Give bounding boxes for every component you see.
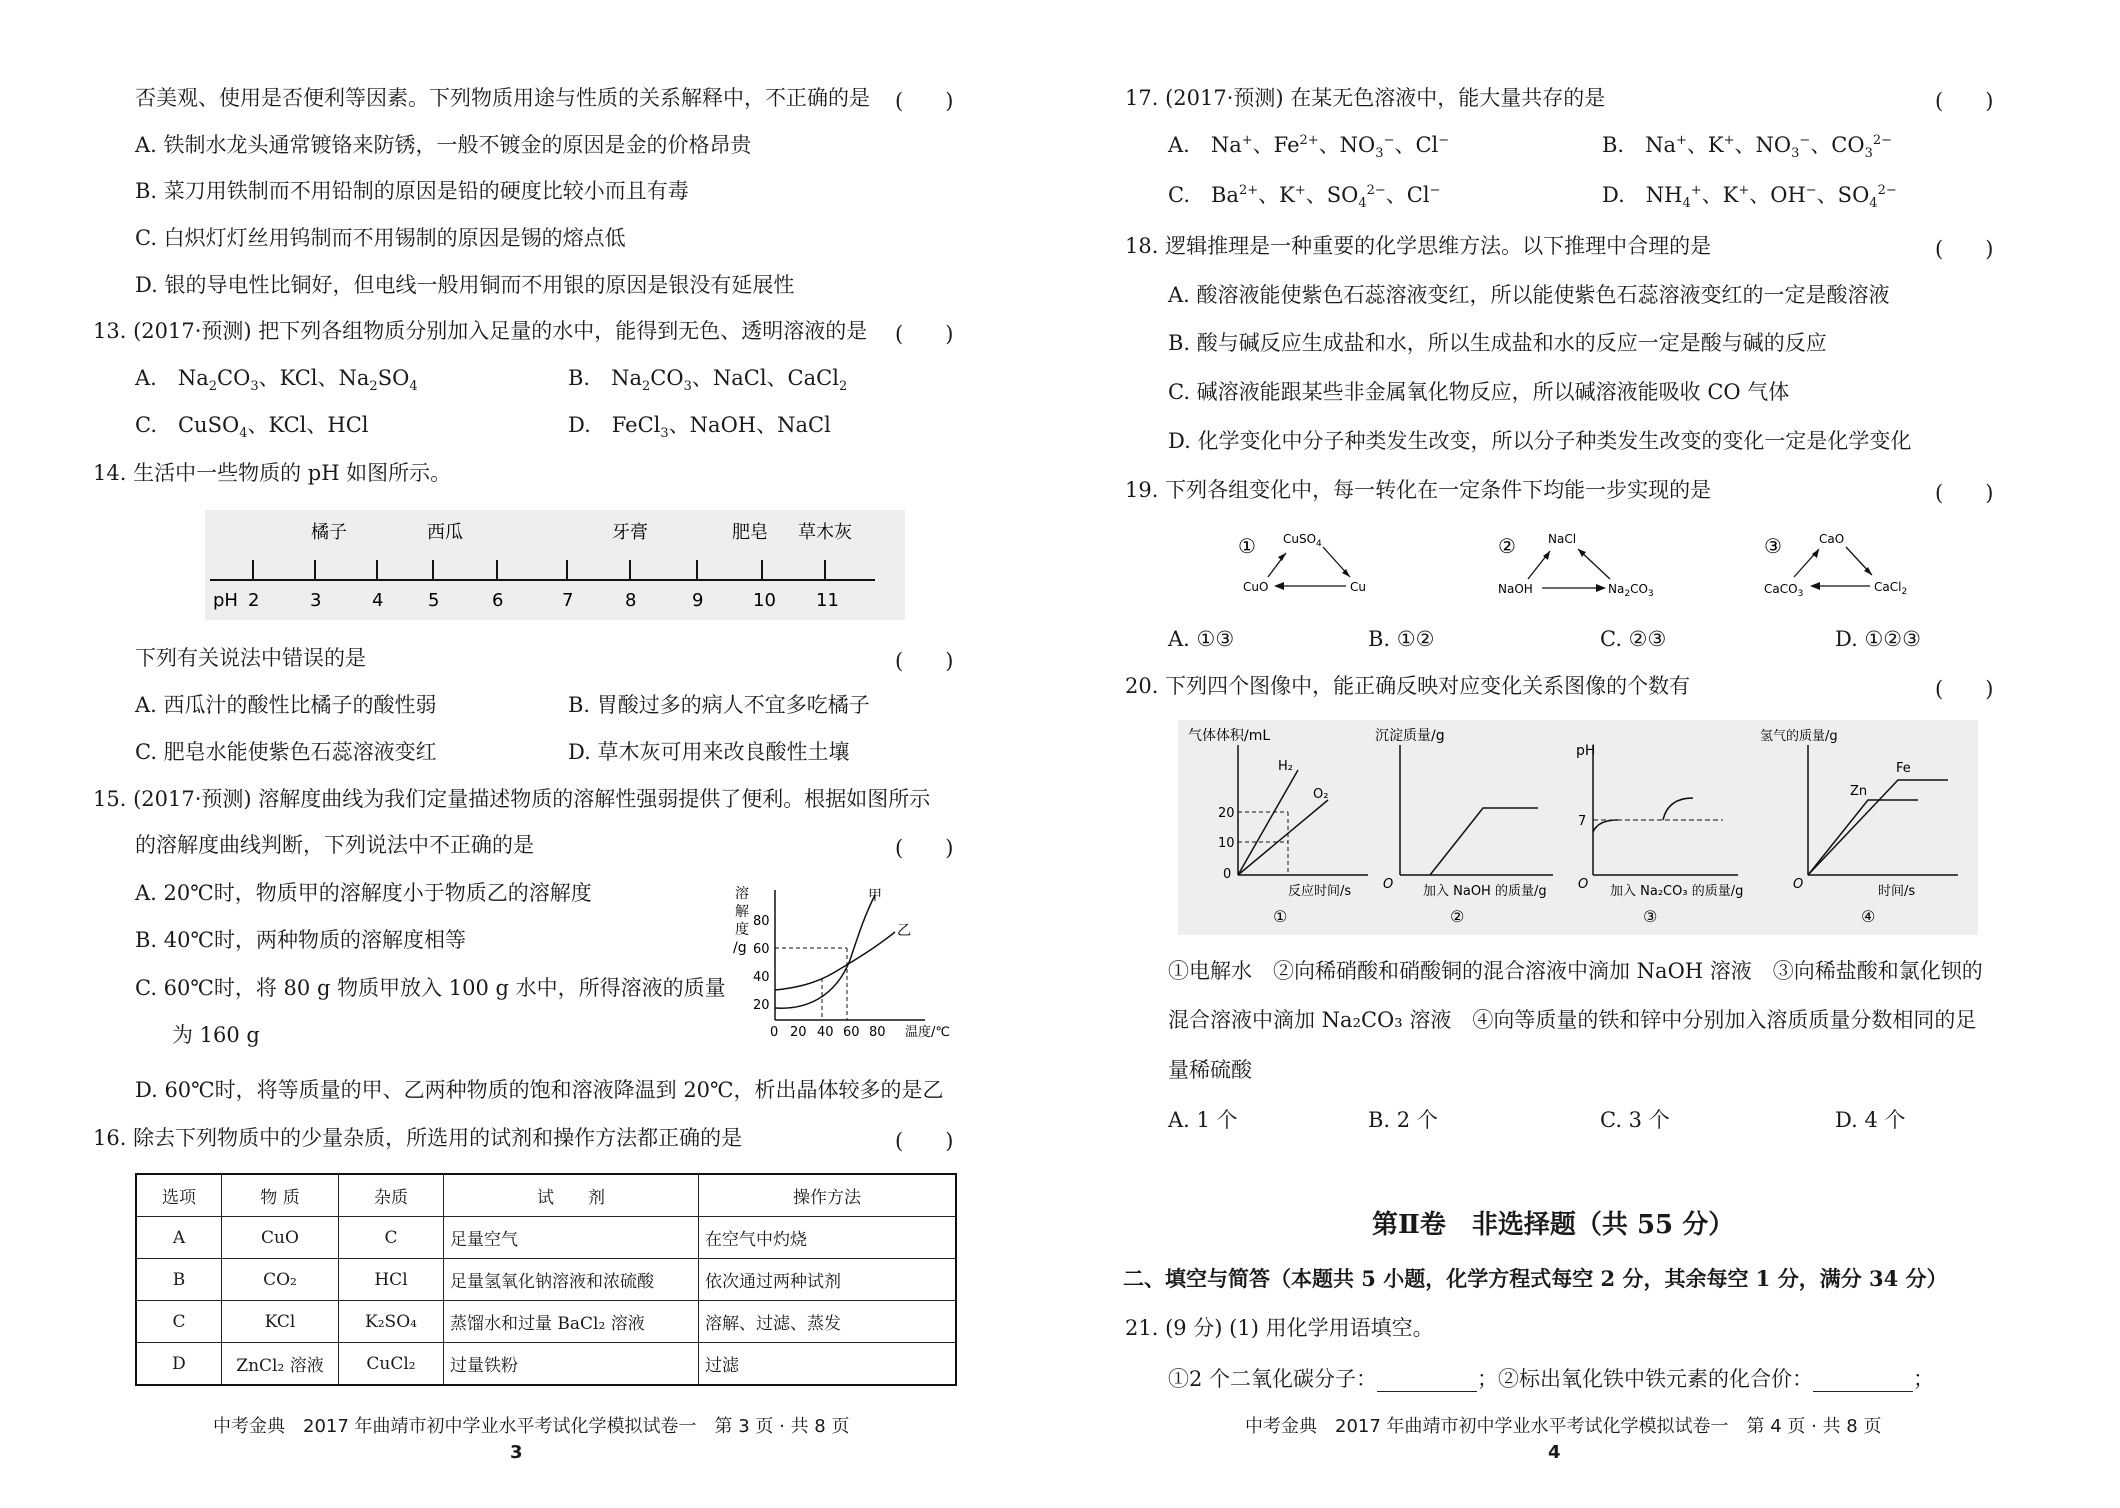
table-cell: K₂SO₄ (339, 1301, 444, 1343)
q14-answer-paren: ( ) (895, 649, 954, 673)
q18-option-d: D. 化学变化中分子种类发生改变，所以分子种类发生改变的变化一定是化学变化 (1168, 429, 1912, 453)
ph-tick-label: 7 (562, 590, 574, 611)
ph-tick-label: 3 (310, 590, 322, 611)
svg-text:时间/s: 时间/s (1878, 884, 1916, 899)
table-cell: 足量空气 (444, 1217, 699, 1259)
svg-text:反应时间/s: 反应时间/s (1288, 884, 1352, 899)
ph-label-watermelon: 西瓜 (427, 522, 463, 543)
q17-option-b: B. Na+、K+、$NO_3^-$、$CO_3^{2-}$ (1602, 133, 1893, 162)
q18-option-c: C. 碱溶液能跟某些非金属氧化物反应，所以碱溶液能吸收 CO 气体 (1168, 380, 1790, 404)
svg-text:加入 Na₂CO₃ 的质量/g: 加入 Na₂CO₃ 的质量/g (1610, 884, 1744, 899)
q14-stem: 14. 生活中一些物质的 pH 如图所示。 (93, 461, 452, 485)
q19-option-d: D. ①②③ (1835, 627, 1921, 651)
table-cell: CuCl₂ (339, 1343, 444, 1386)
table-row (136, 1259, 956, 1301)
svg-text:Fe: Fe (1896, 761, 1911, 776)
svg-text:CaCl2: CaCl$_2$ (1874, 580, 1908, 597)
q12-answer-paren: ( ) (895, 89, 954, 113)
ph-label-plant-ash: 草木灰 (798, 522, 852, 543)
q19-triangle-2 (1498, 525, 1668, 615)
sol-xtick-20: 20 (790, 1025, 807, 1040)
table-row (136, 1301, 956, 1343)
ph-tick-label: 9 (692, 590, 704, 611)
table-row (136, 1217, 956, 1259)
svg-text:沉淀质量/g: 沉淀质量/g (1375, 728, 1445, 744)
svg-text:7: 7 (1578, 814, 1587, 829)
svg-text:H₂: H₂ (1278, 759, 1293, 774)
curve-jia (775, 895, 875, 1008)
q15-option-b: B. 40℃时，两种物质的溶解度相等 (135, 928, 466, 952)
q14-sub: 下列有关说法中错误的是 (135, 646, 366, 670)
table-cell: A (136, 1217, 222, 1259)
sol-xlabel: 温度/℃ (905, 1025, 950, 1040)
left-page-number: 3 (510, 1442, 523, 1463)
svg-text:③: ③ (1764, 534, 1782, 558)
q17-option-c: C. $Ba^{2+}$、K+、$SO_4^{2-}$、Cl− (1168, 183, 1441, 212)
q20-option-a: A. 1 个 (1168, 1108, 1238, 1132)
q20-option-d: D. 4 个 (1835, 1108, 1906, 1132)
q20-answer-paren: ( ) (1935, 677, 1994, 701)
table-cell: C (339, 1217, 444, 1259)
table-header: 操作方法 (699, 1174, 957, 1217)
left-footer: 中考金典 2017 年曲靖市初中学业水平考试化学模拟试卷一 第 3 页 · 共 8 页 (213, 1416, 850, 1437)
ph-tick-label: 4 (372, 590, 384, 611)
ph-label-orange: 橘子 (311, 522, 347, 543)
curve-yi (775, 932, 895, 990)
table-cell: 过滤 (699, 1343, 957, 1386)
q18-answer-paren: ( ) (1935, 237, 1994, 261)
right-page-number: 4 (1548, 1442, 1561, 1463)
table-header-row (136, 1174, 956, 1217)
section-2-heading: 二、填空与简答（本题共 5 小题，化学方程式每空 2 分，其余每空 1 分，满分 34 分） (1123, 1266, 1948, 1291)
svg-text:0: 0 (1223, 867, 1232, 882)
q17-option-a: A. Na+、$Fe^{2+}$、$NO_3^-$、Cl− (1168, 133, 1450, 162)
table-header: 试 剂 (444, 1174, 699, 1217)
svg-text:气体体积/mL: 气体体积/mL (1188, 728, 1271, 744)
svg-text:Zn: Zn (1850, 784, 1868, 799)
svg-text:Na2CO3: $Na_2CO_3$ (1608, 582, 1654, 599)
ph-tick-label: 2 (248, 590, 260, 611)
q17-option-d: D. $NH_4^+$、K+、OH−、$SO_4^{2-}$ (1602, 183, 1897, 212)
q21-blank-a[interactable] (1377, 1371, 1477, 1392)
q19-option-a: A. ①③ (1168, 627, 1235, 651)
table-cell: CuO (222, 1217, 339, 1259)
svg-text:CaCO3: CaCO$_3$ (1764, 582, 1804, 599)
svg-text:④: ④ (1861, 907, 1876, 926)
ph-scale-figure (205, 510, 905, 620)
q20-option-b: B. 2 个 (1368, 1108, 1438, 1132)
sol-ylabel-4: /g (733, 940, 747, 956)
q21-blank-b[interactable] (1813, 1371, 1913, 1392)
table-cell: 过量铁粉 (444, 1343, 699, 1386)
q20-desc-3: 量稀硫酸 (1168, 1058, 1252, 1082)
table-header: 选项 (136, 1174, 222, 1217)
sol-ylabel-2: 解 (735, 904, 749, 920)
table-cell: 在空气中灼烧 (699, 1217, 957, 1259)
q15-option-c: C. 60℃时，将 80 g 物质甲放入 100 g 水中，所得溶液的质量 (135, 976, 726, 1000)
q19-stem: 19. 下列各组变化中，每一转化在一定条件下均能一步实现的是 (1125, 478, 1712, 502)
part2-title: 第Ⅱ卷 非选择题（共 55 分） (1372, 1210, 1735, 1240)
q20-graphs-figure (1178, 720, 1978, 935)
q14-option-c: C. 肥皂水能使紫色石蕊溶液变红 (135, 740, 437, 764)
ph-label-soap: 肥皂 (732, 522, 768, 543)
ph-prefix: pH (213, 590, 238, 611)
ph-tick-label: 10 (753, 590, 776, 611)
ph-label-toothpaste: 牙膏 (612, 522, 648, 543)
sol-ytick-80: 80 (753, 914, 770, 929)
q21-line-end: ； (1913, 1367, 1935, 1391)
q15-answer-paren: ( ) (895, 836, 954, 860)
svg-text:O: O (1383, 877, 1394, 892)
q17-answer-paren: ( ) (1935, 89, 1994, 113)
sol-series-yi: 乙 (897, 923, 911, 939)
q12-option-d: D. 银的导电性比铜好，但电线一般用铜而不用银的原因是银没有延展性 (135, 273, 795, 297)
sol-series-jia: 甲 (868, 888, 882, 904)
q13-stem: 13. (2017·预测) 把下列各组物质分别加入足量的水中，能得到无色、透明溶液的是 (93, 319, 868, 343)
q15-stem-1: 15. (2017·预测) 溶解度曲线为我们定量描述物质的溶解性强弱提供了便利。根据如图所示 (93, 787, 931, 811)
q19-option-b: B. ①② (1368, 627, 1435, 651)
q15-option-a: A. 20℃时，物质甲的溶解度小于物质乙的溶解度 (135, 881, 592, 905)
svg-text:②: ② (1498, 534, 1516, 558)
q19-answer-paren: ( ) (1935, 481, 1994, 505)
q19-triangle-3 (1764, 525, 1934, 615)
q19-option-c: C. ②③ (1600, 627, 1667, 651)
table-cell: 依次通过两种试剂 (699, 1259, 957, 1301)
solubility-curve-figure (725, 880, 985, 1045)
table-cell: B (136, 1259, 222, 1301)
sol-xtick-40: 40 (817, 1025, 834, 1040)
q17-stem: 17. (2017·预测) 在某无色溶液中，能大量共存的是 (1125, 86, 1606, 110)
table-cell: ZnCl₂ 溶液 (222, 1343, 339, 1386)
right-footer: 中考金典 2017 年曲靖市初中学业水平考试化学模拟试卷一 第 4 页 · 共 8 页 (1245, 1416, 1882, 1437)
svg-text:CaO: CaO (1819, 532, 1845, 546)
q15-stem-2: 的溶解度曲线判断，下列说法中不正确的是 (135, 833, 534, 857)
q18-option-a: A. 酸溶液能使紫色石蕊溶液变红，所以能使紫色石蕊溶液变红的一定是酸溶液 (1168, 283, 1890, 307)
table-cell: 蒸馏水和过量 BaCl₂ 溶液 (444, 1301, 699, 1343)
sol-ytick-60: 60 (753, 942, 770, 957)
q18-option-b: B. 酸与碱反应生成盐和水，所以生成盐和水的反应一定是酸与碱的反应 (1168, 331, 1827, 355)
q21-label-a: ①2 个二氧化碳分子： (1168, 1367, 1378, 1391)
sol-xtick-60: 60 (843, 1025, 860, 1040)
sol-ytick-40: 40 (753, 970, 770, 985)
svg-text:O₂: O₂ (1313, 787, 1329, 802)
q15-option-d: D. 60℃时，将等质量的甲、乙两种物质的饱和溶液降温到 20℃，析出晶体较多的是乙 (135, 1078, 944, 1102)
q21-fill-line (1168, 1366, 1934, 1392)
q18-stem: 18. 逻辑推理是一种重要的化学思维方法。以下推理中合理的是 (1125, 234, 1712, 258)
table-cell: CO₂ (222, 1259, 339, 1301)
q16-answer-paren: ( ) (895, 1129, 954, 1153)
table-row (136, 1343, 956, 1386)
ph-tick-label: 11 (816, 590, 839, 611)
sol-xtick-0: 0 (770, 1025, 779, 1040)
q20-desc-1: ①电解水 ②向稀硝酸和硝酸铜的混合溶液中滴加 NaOH 溶液 ③向稀盐酸和氯化钡的 (1168, 959, 1983, 983)
ph-tick-label: 6 (492, 590, 504, 611)
table-cell: D (136, 1343, 222, 1386)
svg-text:O: O (1578, 877, 1589, 892)
svg-text:O: O (1793, 877, 1804, 892)
table-cell: 足量氢氧化钠溶液和浓硫酸 (444, 1259, 699, 1301)
q13-answer-paren: ( ) (895, 322, 954, 346)
table-header: 杂质 (339, 1174, 444, 1217)
q12-option-a: A. 铁制水龙头通常镀铬来防锈，一般不镀金的原因是金的价格昂贵 (135, 133, 752, 157)
q16-table (135, 1173, 957, 1386)
sol-ylabel-3: 度 (735, 922, 749, 938)
q13-option-a: A. $Na_2CO_3$、KCl、$Na_2SO_4$ (135, 366, 418, 395)
ph-tick-label: 5 (428, 590, 440, 611)
svg-text:①: ① (1238, 534, 1256, 558)
q12-option-c: C. 白炽灯灯丝用钨制而不用锡制的原因是锡的熔点低 (135, 226, 626, 250)
q20-option-c: C. 3 个 (1600, 1108, 1670, 1132)
ph-tick-label: 8 (625, 590, 637, 611)
sol-ytick-20: 20 (753, 998, 770, 1013)
q19-triangle-1 (1238, 525, 1388, 615)
q15-option-c-cont: 为 160 g (172, 1023, 260, 1047)
table-cell: C (136, 1301, 222, 1343)
svg-text:NaCl: NaCl (1548, 532, 1577, 546)
svg-text:CuSO4: CuSO$_4$ (1283, 532, 1322, 549)
svg-text:20: 20 (1218, 806, 1235, 821)
q20-stem: 20. 下列四个图像中，能正确反映对应变化关系图像的个数有 (1125, 674, 1691, 698)
q13-option-c: C. CuSO$_4$、KCl、HCl (135, 413, 369, 442)
table-cell: 溶解、过滤、蒸发 (699, 1301, 957, 1343)
q20-desc-2: 混合溶液中滴加 Na₂CO₃ 溶液 ④向等质量的铁和锌中分别加入溶质质量分数相同的足 (1168, 1008, 1977, 1032)
svg-text:氢气的质量/g: 氢气的质量/g (1760, 729, 1838, 744)
q12-intro: 否美观、使用是否便利等因素。下列物质用途与性质的关系解释中，不正确的是 (135, 86, 870, 110)
svg-text:pH: pH (1576, 743, 1596, 759)
q14-option-b: B. 胃酸过多的病人不宜多吃橘子 (568, 693, 870, 717)
table-cell: KCl (222, 1301, 339, 1343)
q14-option-a: A. 西瓜汁的酸性比橘子的酸性弱 (135, 693, 437, 717)
sol-ylabel-1: 溶 (735, 886, 749, 902)
svg-text:Cu: Cu (1350, 580, 1366, 594)
table-header: 物 质 (222, 1174, 339, 1217)
svg-text:①: ① (1273, 907, 1288, 926)
table-cell: HCl (339, 1259, 444, 1301)
sol-xtick-80: 80 (869, 1025, 886, 1040)
svg-text:加入 NaOH 的质量/g: 加入 NaOH 的质量/g (1423, 884, 1547, 899)
svg-text:②: ② (1450, 907, 1465, 926)
q21-label-b: ；②标出氧化铁中铁元素的化合价： (1477, 1367, 1814, 1391)
svg-text:CuO: CuO (1243, 580, 1269, 594)
svg-text:③: ③ (1643, 907, 1658, 926)
q12-option-b: B. 菜刀用铁制而不用铅制的原因是铅的硬度比较小而且有毒 (135, 179, 689, 203)
q21-stem: 21. (9 分) (1) 用化学用语填空。 (1125, 1316, 1434, 1340)
q13-option-b: B. $Na_2CO_3$、NaCl、CaCl$_2$ (568, 366, 848, 395)
svg-text:10: 10 (1218, 836, 1235, 851)
q13-option-d: D. FeCl$_3$、NaOH、NaCl (568, 413, 831, 442)
q16-stem: 16. 除去下列物质中的少量杂质，所选用的试剂和操作方法都正确的是 (93, 1126, 743, 1150)
svg-text:NaOH: NaOH (1498, 582, 1533, 596)
q14-option-d: D. 草木灰可用来改良酸性土壤 (568, 740, 850, 764)
